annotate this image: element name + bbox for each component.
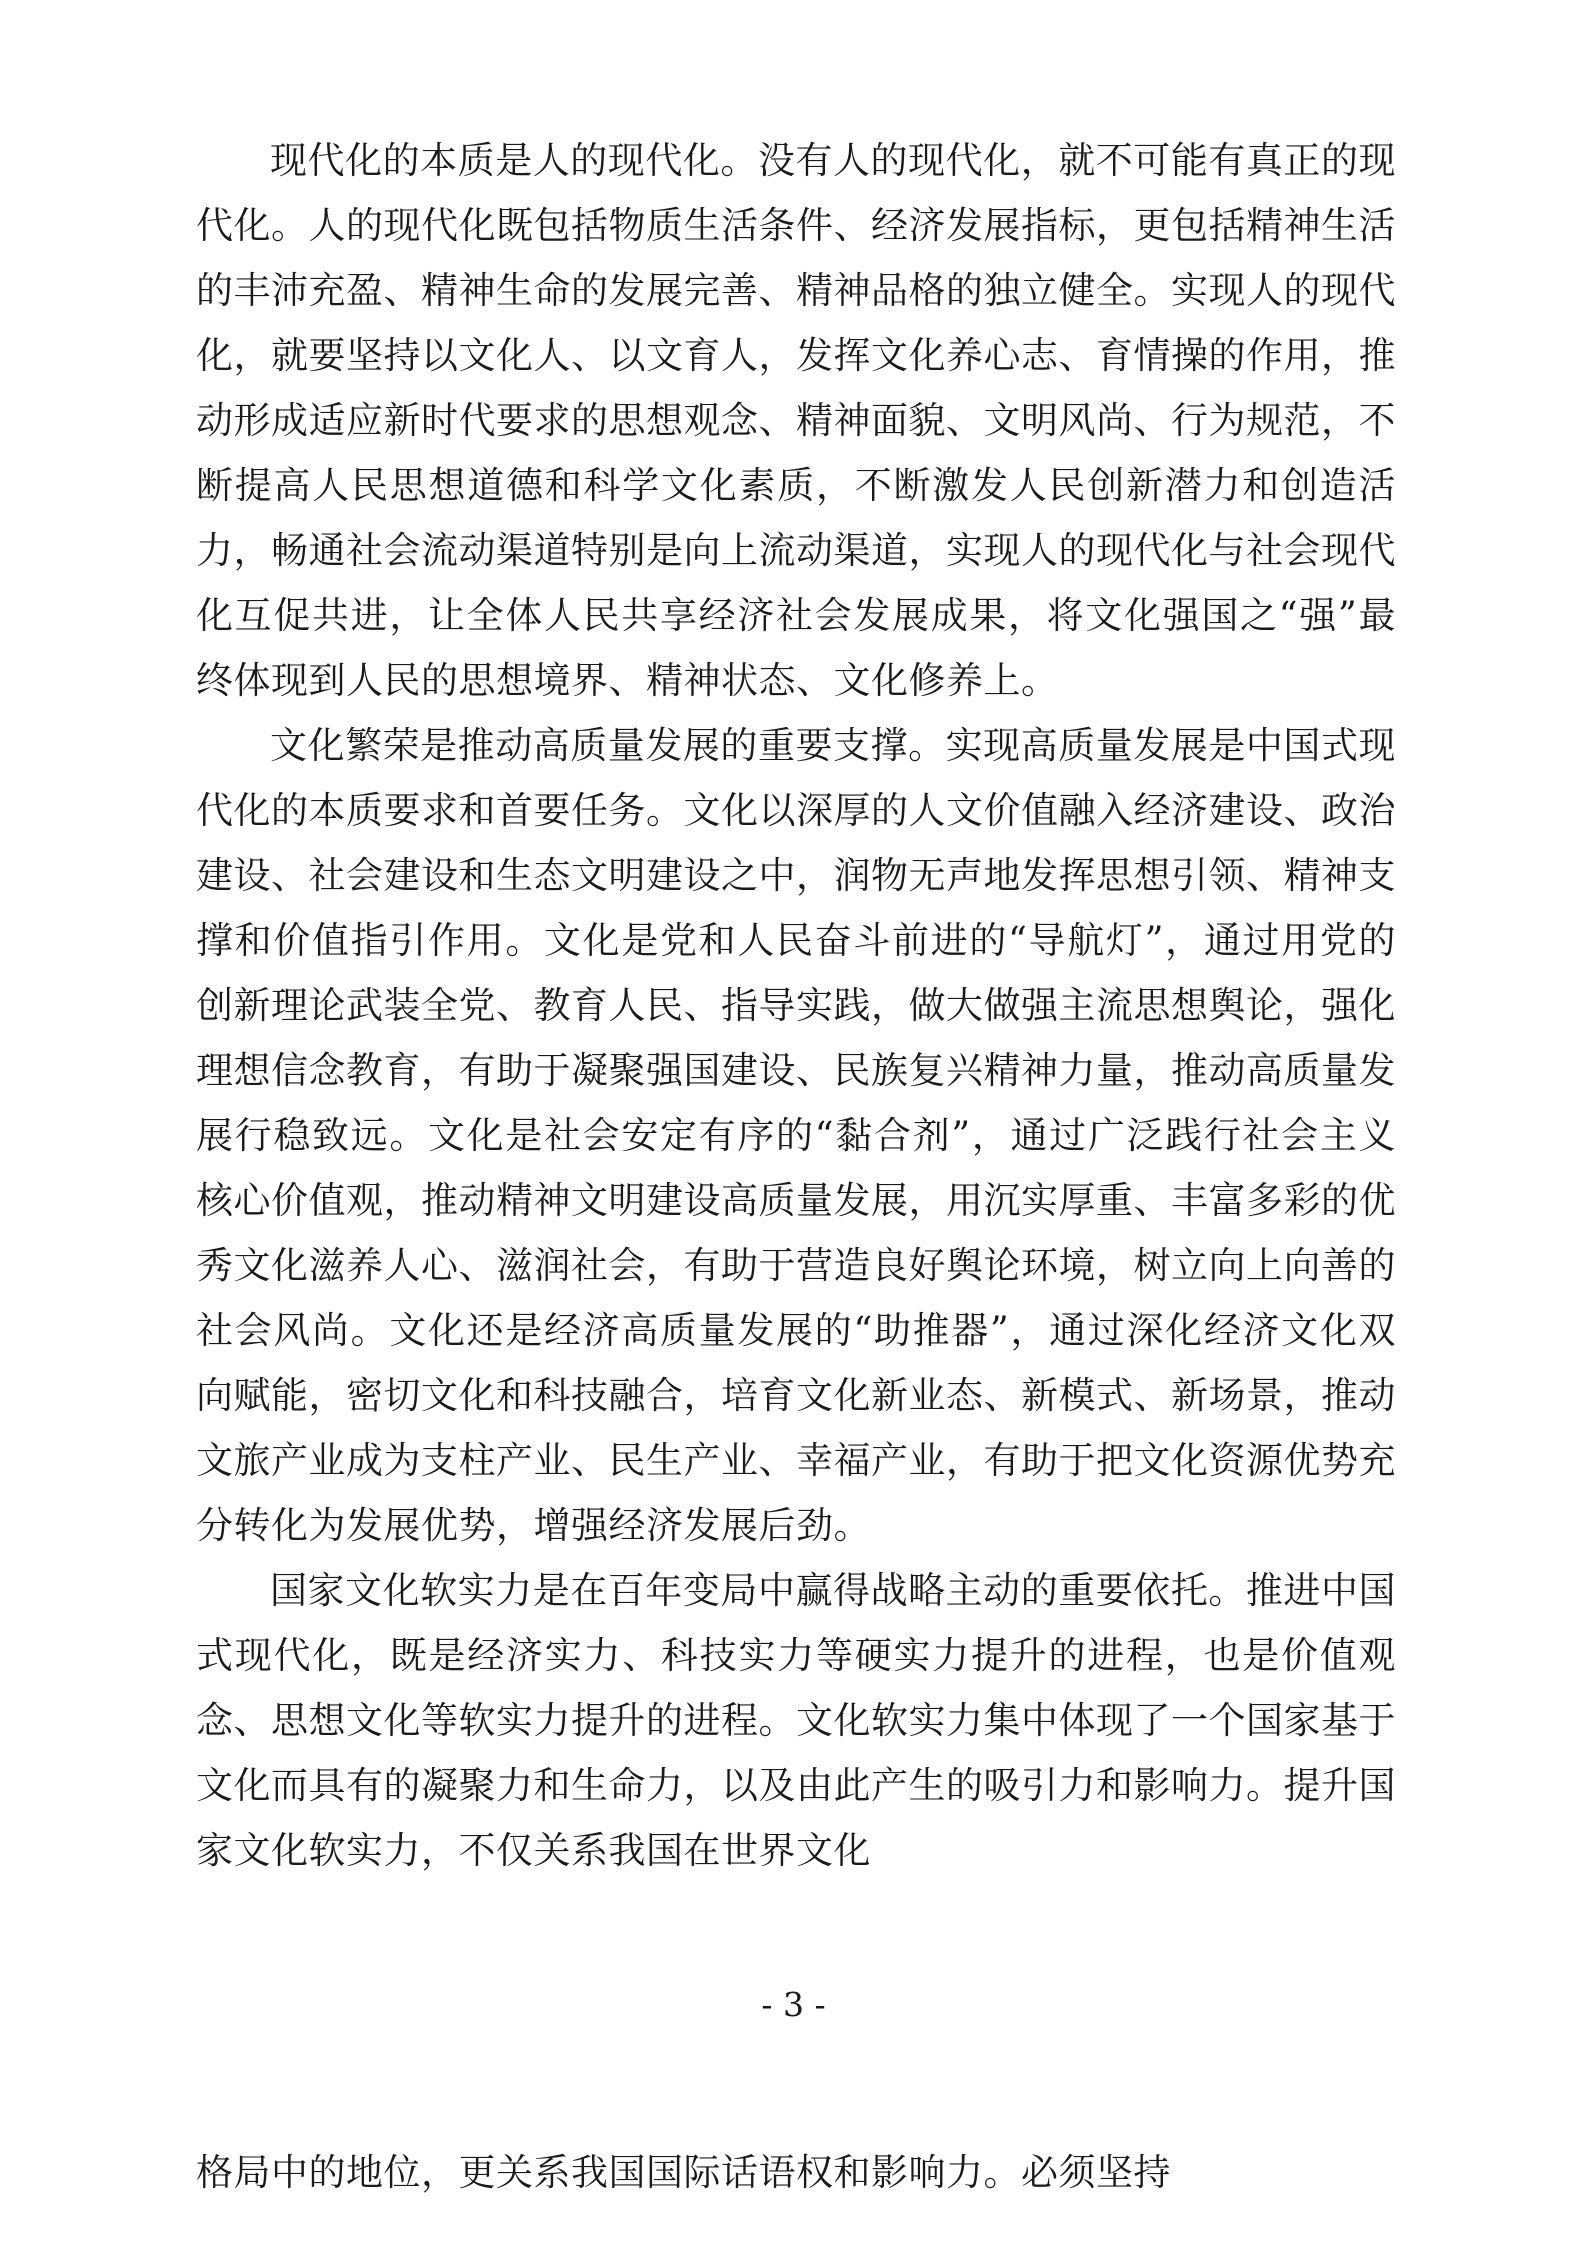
document-body	[196, 128, 1396, 1883]
partial-line: 格局中的地位，更关系我国国际话语权和影响力。必须坚持	[196, 2151, 1171, 2194]
paragraph: 文化繁荣是推动高质量发展的重要支撑。实现高质量发展是中国式现代化的本质要求和首要任务。文化以深厚的人文价值融入经济建设、政治建设、社会建设和生态文明建设之中，润物无声地发挥思想引领、精神支撑和价值指引作用。文化是党和人民奋斗前进的“导航灯”，通过用党的创新理论武装全党、教育人民、指导实践，做大做强主流思想舆论，强化理想信念教育，有助于凝聚强国建设、民族复兴精神力量，推动高质量发展行稳致远。文化是社会安定有序的“黏合剂”，通过广泛践行社会主义核心价值观，推动精神文明建设高质量发展，用沉实厚重、丰富多彩的优秀文化滋养人心、滋润社会，有助于营造良好舆论环境，树立向上向善的社会风尚。文化还是经济高质量发展的“助推器”，通过深化经济文化双向赋能，密切文化和科技融合，培育文化新业态、新模式、新场景，推动文旅产业成为支柱产业、民生产业、幸福产业，有助于把文化资源优势充分转化为发展优势，增强经济发展后劲。	[196, 724, 1396, 1547]
page-number: - 3 -	[761, 1985, 826, 2024]
paragraph: 现代化的本质是人的现代化。没有人的现代化，就不可能有真正的现代化。人的现代化既包括物质生活条件、经济发展指标，更包括精神生活的丰沛充盈、精神生命的发展完善、精神品格的独立健全。实现人的现代化，就要坚持以文化人、以文育人，发挥文化养心志、育情操的作用，推动形成适应新时代要求的思想观念、精神面貌、文明风尚、行为规范，不断提高人民思想道德和科学文化素质，不断激发人民创新潜力和创造活力，畅通社会流动渠道特别是向上流动渠道，实现人的现代化与社会现代化互促共进，让全体人民共享经济社会发展成果，将文化强国之“强”最终体现到人民的思想境界、精神状态、文化修养上。	[196, 139, 1396, 702]
page-footer	[0, 1985, 1587, 2024]
paragraph: 国家文化软实力是在百年变局中赢得战略主动的重要依托。推进中国式现代化，既是经济实力、科技实力等硬实力提升的进程，也是价值观念、思想文化等软实力提升的进程。文化软实力集中体现了一个国家基于文化而具有的凝聚力和生命力，以及由此产生的吸引力和影响力。提升国家文化软实力，不仅关系我国在世界文化	[196, 1569, 1396, 1872]
bottom-partial-text	[196, 2140, 1396, 2205]
